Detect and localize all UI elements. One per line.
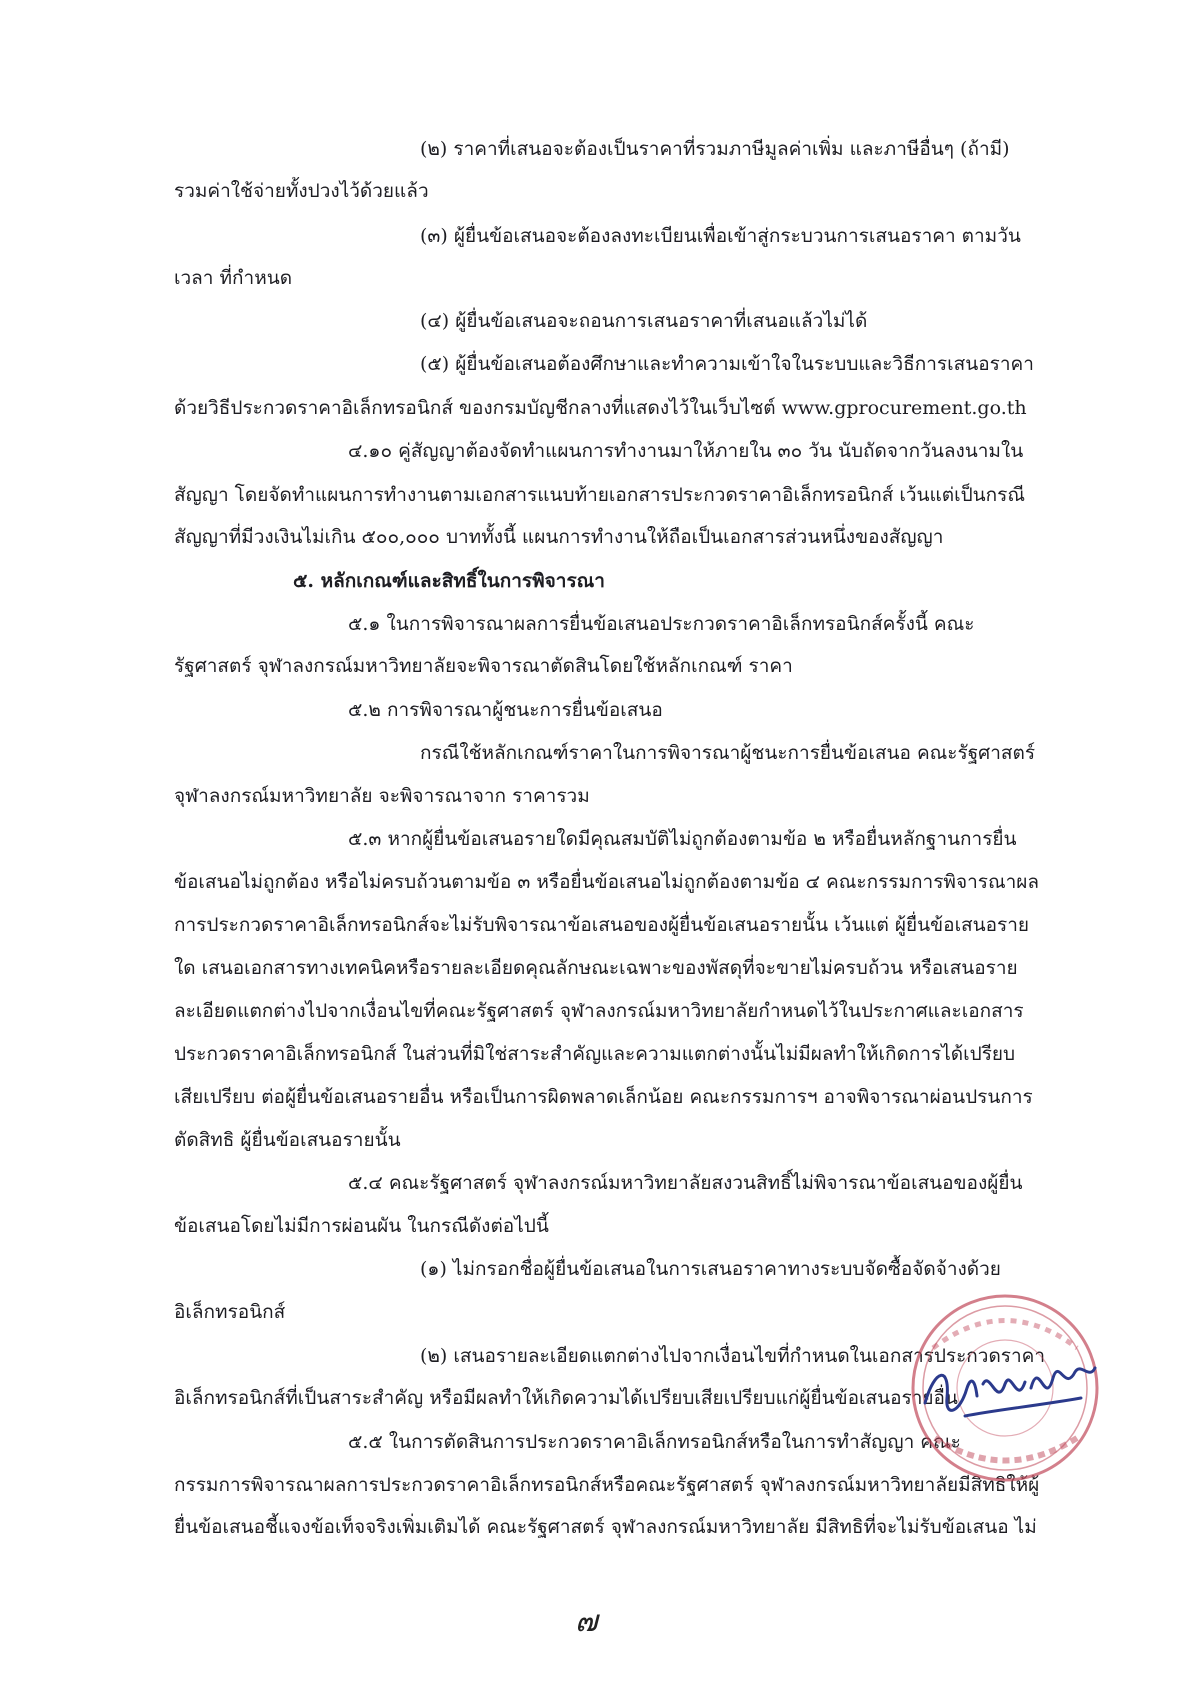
- clause-5-4-item-2: (๒) เสนอรายละเอียดแตกต่างไปจากเงื่อนไขที่กำหนดในเอกสารประกวดราคา: [420, 1345, 1046, 1367]
- clause-5-3-line-5: ละเอียดแตกต่างไปจากเงื่อนไขที่คณะรัฐศาสตร์ จุฬาลงกรณ์มหาวิทยาลัยกำหนดไว้ในประกาศและเอกสาร: [174, 1000, 1024, 1022]
- clause-5-3-line-2: ข้อเสนอไม่ถูกต้อง หรือไม่ครบถ้วนตามข้อ ๓ หรือยื่นข้อเสนอไม่ถูกต้องตามข้อ ๔ คณะกรรมการพิจารณาผล: [174, 871, 1040, 893]
- clause-5-4-item-1: (๑) ไม่กรอกชื่อผู้ยื่นข้อเสนอในการเสนอราคาทางระบบจัดซื้อจัดจ้างด้วย: [420, 1258, 1001, 1280]
- clause-5-4-item-2-continuation: อิเล็กทรอนิกส์ที่เป็นสาระสำคัญ หรือมีผลทำให้เกิดความได้เปรียบเสียเปรียบแก่ผู้ยื่นข้อเสนอรายอื่น: [174, 1387, 958, 1409]
- clause-5-3-line-6: ประกวดราคาอิเล็กทรอนิกส์ ในส่วนที่มิใช่สาระสำคัญและความแตกต่างนั้นไม่มีผลทำให้เกิดการได้เปรียบ: [174, 1043, 1016, 1065]
- section-5-heading: ๕. หลักเกณฑ์และสิทธิ์ในการพิจารณา: [293, 570, 605, 592]
- item-3-register: (๓) ผู้ยื่นข้อเสนอจะต้องลงทะเบียนเพื่อเข้าสู่กระบวนการเสนอราคา ตามวัน: [420, 225, 1021, 247]
- item-4-no-withdraw: (๔) ผู้ยื่นข้อเสนอจะถอนการเสนอราคาที่เสนอแล้วไม่ได้: [420, 310, 868, 332]
- clause-5-4-item-1-continuation: อิเล็กทรอนิกส์: [174, 1301, 286, 1323]
- clause-5-1: ๕.๑ ในการพิจารณาผลการยื่นข้อเสนอประกวดราคาอิเล็กทรอนิกส์ครั้งนี้ คณะ: [348, 613, 975, 635]
- clause-4-10-continuation-2: สัญญาที่มีวงเงินไม่เกิน ๕๐๐,๐๐๐ บาททั้งนี้ แผนการทำงานให้ถือเป็นเอกสารส่วนหนึ่งของสัญญา: [174, 526, 944, 548]
- clause-5-1-continuation: รัฐศาสตร์ จุฬาลงกรณ์มหาวิทยาลัยจะพิจารณาตัดสินโดยใช้หลักเกณฑ์ ราคา: [174, 655, 793, 677]
- clause-5-4: ๕.๔ คณะรัฐศาสตร์ จุฬาลงกรณ์มหาวิทยาลัยสงวนสิทธิ์ไม่พิจารณาข้อเสนอของผู้ยื่น: [348, 1172, 1023, 1194]
- clause-5-3: ๕.๓ หากผู้ยื่นข้อเสนอรายใดมีคุณสมบัติไม่ถูกต้องตามข้อ ๒ หรือยื่นหลักฐานการยื่น: [348, 828, 1017, 850]
- clause-4-10: ๔.๑๐ คู่สัญญาต้องจัดทำแผนการทำงานมาให้ภายใน ๓๐ วัน นับถัดจากวันลงนามใน: [348, 440, 1024, 462]
- item-2-price-incl-vat: (๒) ราคาที่เสนอจะต้องเป็นราคาที่รวมภาษีมูลค่าเพิ่ม และภาษีอื่นๆ (ถ้ามี): [420, 138, 1010, 160]
- clause-5-4-continuation: ข้อเสนอโดยไม่มีการผ่อนผัน ในกรณีดังต่อไปนี้: [174, 1215, 549, 1237]
- clause-5-5: ๕.๕ ในการตัดสินการประกวดราคาอิเล็กทรอนิกส์หรือในการทำสัญญา คณะ: [348, 1431, 961, 1453]
- clause-5-2-detail: กรณีใช้หลักเกณฑ์ราคาในการพิจารณาผู้ชนะการยื่นข้อเสนอ คณะรัฐศาสตร์: [420, 742, 1036, 764]
- clause-5-3-line-4: ใด เสนอเอกสารทางเทคนิคหรือรายละเอียดคุณลักษณะเฉพาะของพัสดุที่จะขายไม่ครบถ้วน หรือเสนอราย: [174, 957, 1018, 979]
- clause-5-2: ๕.๒ การพิจารณาผู้ชนะการยื่นข้อเสนอ: [348, 699, 663, 721]
- signature: [925, 1368, 1095, 1416]
- clause-4-10-continuation-1: สัญญา โดยจัดทำแผนการทำงานตามเอกสารแนบท้ายเอกสารประกวดราคาอิเล็กทรอนิกส์ เว้นแต่เป็นกรณี: [174, 484, 1025, 506]
- clause-5-5-line-3: ยื่นข้อเสนอชี้แจงข้อเท็จจริงเพิ่มเติมได้ คณะรัฐศาสตร์ จุฬาลงกรณ์มหาวิทยาลัย มีสิทธิที่จะไม่รับข้อเสนอ ไม่: [174, 1516, 1037, 1538]
- clause-5-2-continuation: จุฬาลงกรณ์มหาวิทยาลัย จะพิจารณาจาก ราคารวม: [174, 785, 590, 807]
- clause-5-3-line-3: การประกวดราคาอิเล็กทรอนิกส์จะไม่รับพิจารณาข้อเสนอของผู้ยื่นข้อเสนอรายนั้น เว้นแต่ ผู้ยื่นข้อเสนอราย: [174, 914, 1030, 936]
- item-3-continuation: เวลา ที่กำหนด: [174, 267, 293, 289]
- clause-5-3-line-7: เสียเปรียบ ต่อผู้ยื่นข้อเสนอรายอื่น หรือเป็นการผิดพลาดเล็กน้อย คณะกรรมการฯ อาจพิจารณาผ่อนปรนการ: [174, 1086, 1033, 1108]
- approval-seal: [905, 1288, 1105, 1488]
- item-2-continuation: รวมค่าใช้จ่ายทั้งปวงไว้ด้วยแล้ว: [174, 180, 429, 202]
- item-5-continuation: ด้วยวิธีประกวดราคาอิเล็กทรอนิกส์ ของกรมบัญชีกลางที่แสดงไว้ในเว็บไซต์ www.gprocurement.go.th: [174, 397, 1027, 419]
- clause-5-3-line-8: ตัดสิทธิ ผู้ยื่นข้อเสนอรายนั้น: [174, 1129, 401, 1151]
- item-5-study-system: (๕) ผู้ยื่นข้อเสนอต้องศึกษาและทำความเข้าใจในระบบและวิธีการเสนอราคา: [420, 353, 1034, 375]
- clause-5-5-line-2: กรรมการพิจารณาผลการประกวดราคาอิเล็กทรอนิกส์หรือคณะรัฐศาสตร์ จุฬาลงกรณ์มหาวิทยาลัยมีสิทธิให้ผู้: [174, 1474, 1040, 1496]
- page-number: ๗: [575, 1604, 598, 1639]
